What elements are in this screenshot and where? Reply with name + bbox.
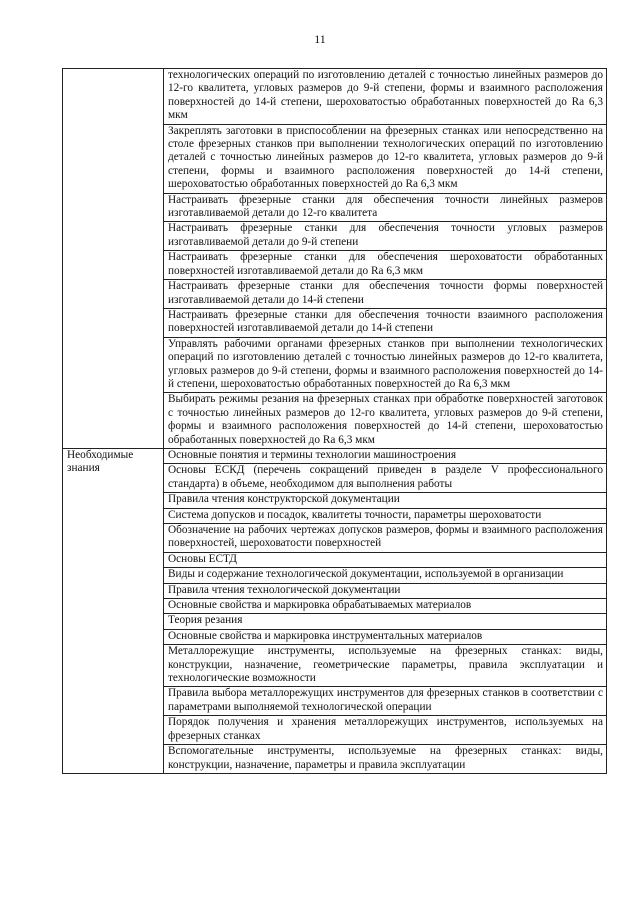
requirement-item: Основы ЕСТД: [164, 552, 607, 567]
requirement-item: Система допусков и посадок, квалитеты точности, параметры шероховатости: [164, 508, 607, 523]
requirement-item: технологических операций по изготовлению деталей с точностью линейных размеров до 12-го квалитета, угловых размеров до 9-й степени, формы и взаимного расположения поверхностей до 14-й степени, шероховатостью обработанных поверхностей до Ra 6,3 мкм: [164, 69, 607, 125]
requirement-item: Основные свойства и маркировка инструментальных материалов: [164, 629, 607, 644]
requirements-table: [62, 68, 607, 774]
requirement-item: Вспомогательные инструменты, используемые на фрезерных станках: виды, конструкции, назначение, параметры и правила эксплуатации: [164, 745, 607, 774]
requirement-item: Виды и содержание технологической документации, используемой в организации: [164, 568, 607, 583]
requirement-item: Настраивать фрезерные станки для обеспечения точности линейных размеров изготавливаемой детали до 12-го квалитета: [164, 193, 607, 222]
requirement-item: Основы ЕСКД (перечень сокращений приведен в разделе V профессионального стандарта) в объеме, необходимом для выполнения работы: [164, 464, 607, 493]
requirement-item: Теория резания: [164, 614, 607, 629]
requirement-item: Настраивать фрезерные станки для обеспечения точности угловых размеров изготавливаемой детали до 9-й степени: [164, 222, 607, 251]
requirement-item: Обозначение на рабочих чертежах допусков размеров, формы и взаимного расположения поверхностей, шероховатости поверхностей: [164, 524, 607, 553]
requirement-item: Настраивать фрезерные станки для обеспечения точности формы поверхностей изготавливаемой детали до 14-й степени: [164, 280, 607, 309]
requirement-item: Выбирать режимы резания на фрезерных станках при обработке поверхностей заготовок с точностью линейных размеров до 12-го квалитета, угловых размеров до 9-й степени, формы и взаимного расположения поверхностей до 14-й степени, шероховатостью обработанных поверхностей до Ra 6,3 мкм: [164, 393, 607, 449]
requirement-item: Правила выбора металлорежущих инструментов для фрезерных станков в соответствии с параметрами выполняемой технологической операции: [164, 687, 607, 716]
requirement-item: Управлять рабочими органами фрезерных станков при выполнении технологических операций по изготовлению деталей с точностью линейных размеров до 12-го квалитета, угловых размеров до 9-й степени, формы и взаимного расположения поверхностей до 14-й степени, шероховатостью обработанных поверхностей до Ra 6,3 мкм: [164, 337, 607, 393]
section-label: [63, 69, 164, 449]
requirement-item: Основные понятия и термины технологии машиностроения: [164, 448, 607, 463]
requirement-item: Закреплять заготовки в приспособлении на фрезерных станках или непосредственно на столе фрезерных станков при выполнении технологических операций по изготовлению деталей с точностью линейных размеров до 12-го квалитета, угловых размеров до 9-й степени, формы и взаимного расположения поверхностей до 14-й степени, шероховатостью обработанных поверхностей до Ra 6,3 мкм: [164, 124, 607, 193]
requirement-item: Настраивать фрезерные станки для обеспечения шероховатости обработанных поверхностей изготавливаемой детали до Ra 6,3 мкм: [164, 251, 607, 280]
requirement-item: Металлорежущие инструменты, используемые на фрезерных станках: виды, конструкции, назначение, геометрические параметры, правила эксплуатации и технологические возможности: [164, 645, 607, 687]
table-row: [63, 69, 607, 125]
page-number: 11: [314, 32, 326, 46]
requirement-item: Настраивать фрезерные станки для обеспечения точности взаимного расположения поверхностей изготавливаемой детали до 14-й степени: [164, 308, 607, 337]
requirement-item: Порядок получения и хранения металлорежущих инструментов, используемых на фрезерных станках: [164, 716, 607, 745]
requirement-item: Правила чтения конструкторской документации: [164, 493, 607, 508]
requirement-item: Основные свойства и маркировка обрабатываемых материалов: [164, 599, 607, 614]
section-label: Необходимые знания: [63, 448, 164, 773]
requirements-table-body: [63, 69, 607, 774]
requirement-item: Правила чтения технологической документации: [164, 583, 607, 598]
table-row: [63, 448, 607, 463]
